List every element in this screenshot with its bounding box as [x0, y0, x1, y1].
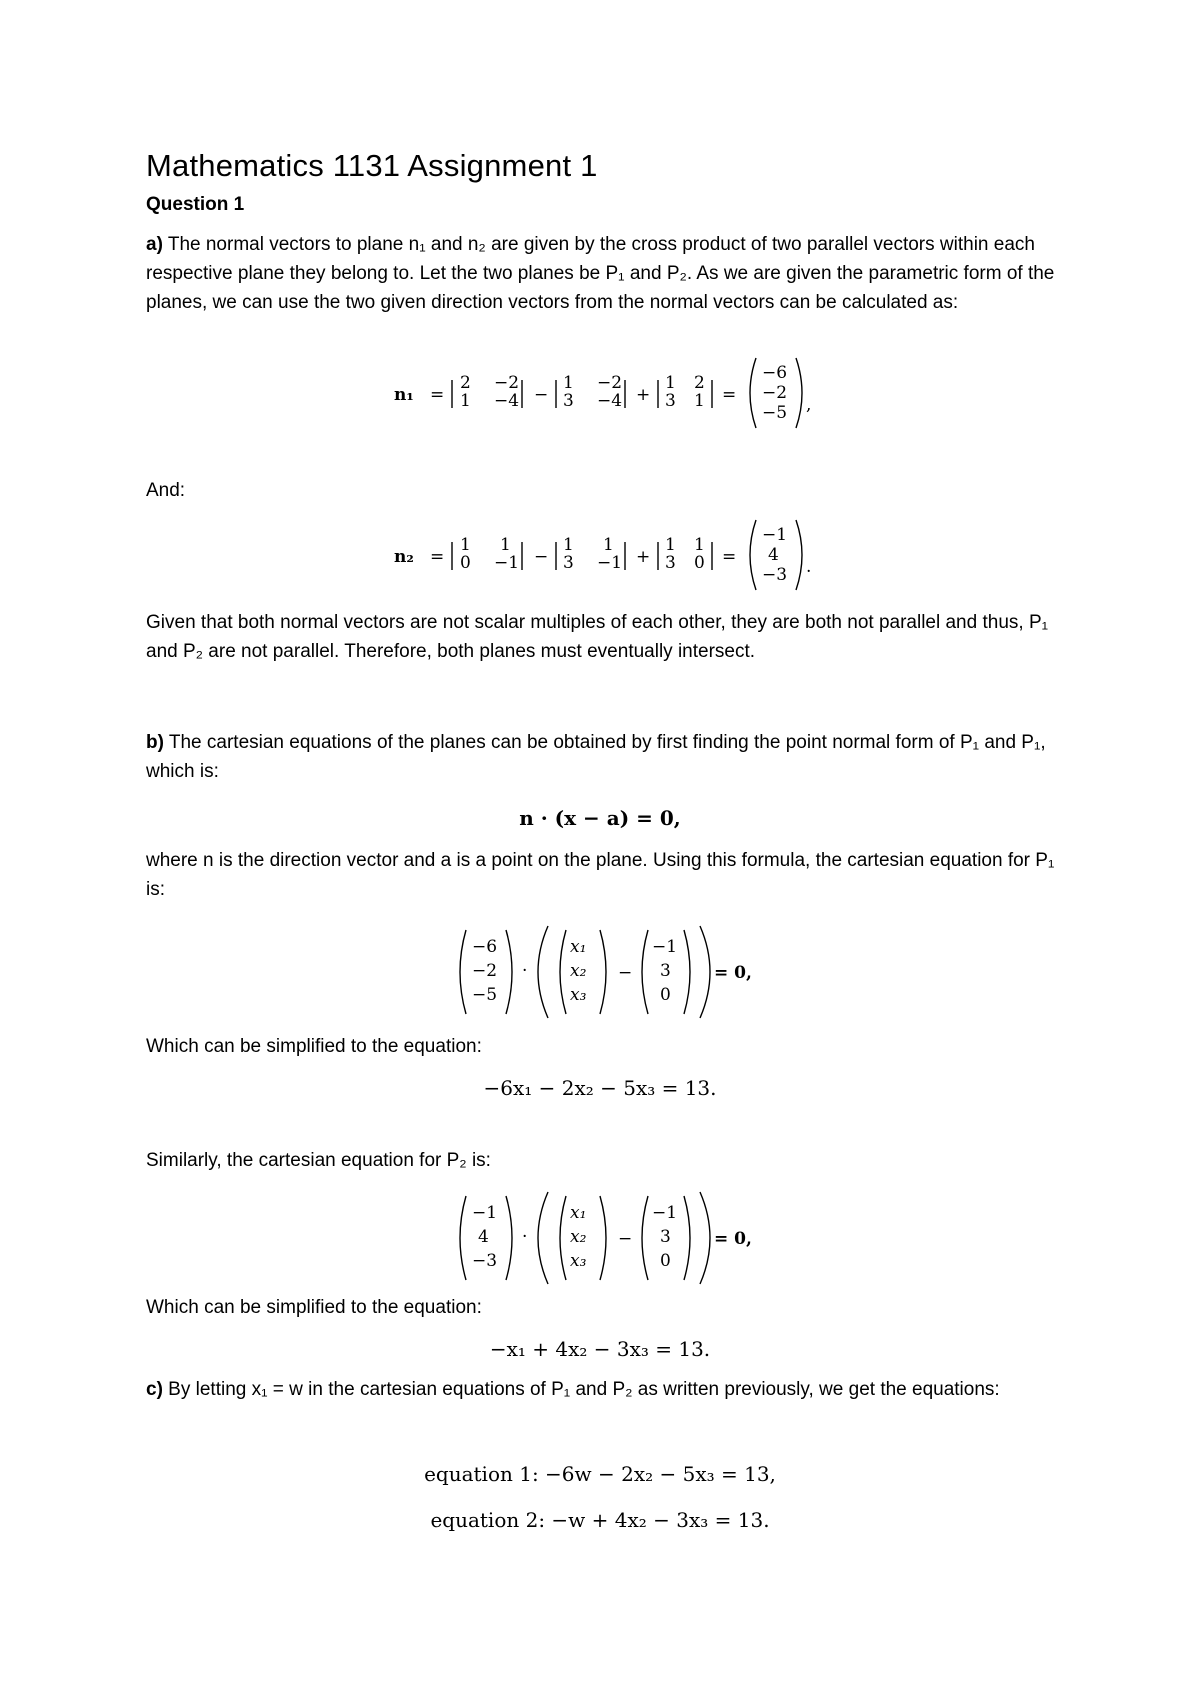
- point-normal-formula: n · (x − a) = 0,: [519, 806, 681, 830]
- svg-text:+: +: [636, 385, 651, 405]
- p1-normal-1: −6: [472, 937, 498, 957]
- p2-a-1: −1: [652, 1203, 678, 1223]
- n1-det1-c: 1: [460, 391, 471, 411]
- svg-text:−: −: [534, 385, 549, 405]
- svg-text:+: +: [636, 547, 651, 567]
- n2-det2-c: 3: [563, 553, 574, 573]
- n1-result-3: −5: [762, 403, 788, 423]
- p1-point-normal-equation: [0, 926, 1200, 1022]
- n1-det1-d: −4: [494, 391, 520, 411]
- n1-det3-b: 2: [694, 373, 705, 393]
- svg-text:·: ·: [522, 961, 528, 981]
- question-heading: Question 1: [146, 194, 245, 215]
- p2-normal-3: −3: [472, 1251, 498, 1271]
- part-c-equation-2: equation 2: −w + 4x₂ − 3x₃ = 13.: [430, 1508, 770, 1532]
- n1-det2-c: 3: [563, 391, 574, 411]
- n1-det1-b: −2: [494, 373, 520, 393]
- p1-a-2: 3: [660, 961, 671, 981]
- p2-a-2: 3: [660, 1227, 671, 1247]
- svg-text:=: =: [430, 547, 445, 567]
- p1-normal-3: −5: [472, 985, 498, 1005]
- part-b-label: b): [146, 732, 164, 753]
- n1-lhs: n₁: [394, 385, 414, 405]
- p1-x-1: x₁: [570, 937, 587, 957]
- p1-a-1: −1: [652, 937, 678, 957]
- n1-det3-c: 3: [665, 391, 676, 411]
- n2-det1-d: −1: [494, 553, 520, 573]
- n2-end: .: [806, 557, 812, 577]
- n2-det3-c: 3: [665, 553, 676, 573]
- part-a-label: a): [146, 234, 163, 255]
- part-a-conclusion: Given that both normal vectors are not scalar multiples of each other, they are both not parallel and thus, P₁ and P₂ are not parallel. Therefore, both planes must eventually intersect.: [146, 612, 1049, 662]
- cartesian-equation-p2: −x₁ + 4x₂ − 3x₃ = 13.: [489, 1337, 711, 1361]
- n1-det2-a: 1: [563, 373, 574, 393]
- p2-rhs: = 0,: [714, 1229, 752, 1249]
- p1-a-3: 0: [660, 985, 671, 1005]
- n1-det2-b: −2: [597, 373, 623, 393]
- n2-det1-b: 1: [500, 535, 511, 555]
- n1-equation: [0, 350, 1200, 440]
- and-text: And:: [146, 480, 186, 501]
- part-b-paragraph: [146, 728, 1066, 786]
- n2-det3-a: 1: [665, 535, 676, 555]
- n2-result-3: −3: [762, 565, 788, 585]
- p1-rhs: = 0,: [714, 963, 752, 983]
- part-c-equation-1: equation 1: −6w − 2x₂ − 5x₃ = 13,: [424, 1462, 776, 1486]
- n1-equals: =: [430, 385, 445, 405]
- part-a-paragraph: [146, 230, 1066, 317]
- p2-normal-2: 4: [478, 1227, 489, 1247]
- part-c-label: c): [146, 1379, 163, 1400]
- p2-normal-1: −1: [472, 1203, 498, 1223]
- document-title: Mathematics 1131 Assignment 1: [146, 148, 598, 183]
- n2-det3-b: 1: [694, 535, 705, 555]
- svg-text:−: −: [618, 1229, 633, 1249]
- svg-text:−: −: [618, 963, 633, 983]
- p1-normal-2: −2: [472, 961, 498, 981]
- similarly-text: Similarly, the cartesian equation for P₂ is:: [146, 1150, 491, 1171]
- n1-det3-a: 1: [665, 373, 676, 393]
- n2-det3-d: 0: [694, 553, 705, 573]
- svg-text:·: ·: [522, 1227, 528, 1247]
- simplify-text-1: Which can be simplified to the equation:: [146, 1036, 482, 1057]
- p2-x-2: x₂: [570, 1227, 587, 1247]
- n1-det3-d: 1: [694, 391, 705, 411]
- part-b-text: The cartesian equations of the planes can be obtained by first finding the point normal form of P₁ and P₁, which is:: [146, 732, 1046, 782]
- n2-result-2: 4: [768, 545, 779, 565]
- p1-x-2: x₂: [570, 961, 587, 981]
- svg-text:=: =: [722, 547, 737, 567]
- n1-result-1: −6: [762, 363, 788, 383]
- n2-equation: [0, 512, 1200, 602]
- part-c-text: By letting x₁ = w in the cartesian equations of P₁ and P₂ as written previously, we get the equations:: [162, 1379, 1000, 1400]
- n2-det2-a: 1: [563, 535, 574, 555]
- n2-lhs: n₂: [394, 547, 414, 567]
- svg-text:=: =: [722, 385, 737, 405]
- n1-det2-d: −4: [597, 391, 623, 411]
- p2-point-normal-equation: [0, 1192, 1200, 1288]
- p2-a-3: 0: [660, 1251, 671, 1271]
- svg-text:−: −: [534, 547, 549, 567]
- n1-end: ,: [806, 395, 812, 415]
- part-c-paragraph: [146, 1375, 1066, 1404]
- p2-x-3: x₃: [570, 1251, 587, 1271]
- part-a-text: The normal vectors to plane n₁ and n₂ are given by the cross product of two parallel vectors within each respective plane they belong to. Let the two planes be P₁ and P₂. As we are given the parametric form of the planes, we can use the two given direction vectors from the normal vectors can be calculated as:: [146, 234, 1055, 313]
- n1-result-2: −2: [762, 383, 788, 403]
- simplify-text-2: Which can be simplified to the equation:: [146, 1297, 482, 1318]
- n2-result-1: −1: [762, 525, 788, 545]
- n2-det1-c: 0: [460, 553, 471, 573]
- p2-x-1: x₁: [570, 1203, 587, 1223]
- part-b-where-text: where n is the direction vector and a is a point on the plane. Using this formula, the cartesian equation for P₁ is:: [146, 850, 1055, 900]
- n2-det1-a: 1: [460, 535, 471, 555]
- p1-x-3: x₃: [570, 985, 587, 1005]
- n1-det1-a: 2: [460, 373, 471, 393]
- n2-det2-b: 1: [603, 535, 614, 555]
- cartesian-equation-p1: −6x₁ − 2x₂ − 5x₃ = 13.: [483, 1076, 717, 1100]
- n2-det2-d: −1: [597, 553, 623, 573]
